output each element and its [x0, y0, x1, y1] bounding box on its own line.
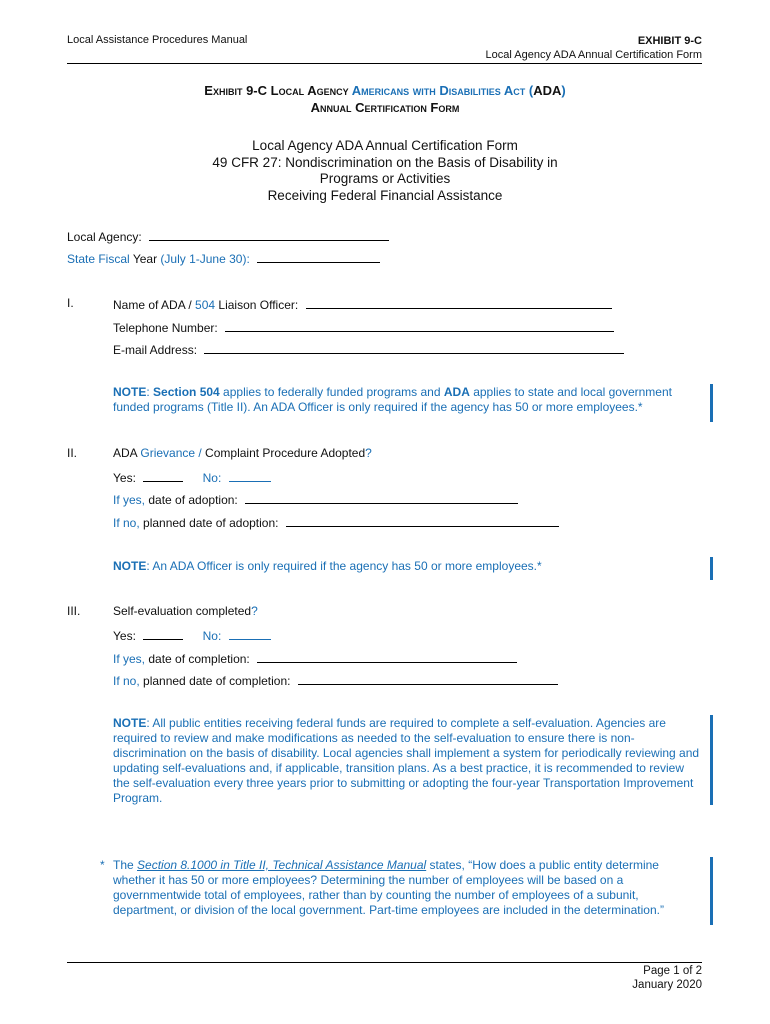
completion-label: date of completion: [145, 652, 250, 666]
liaison-officer-row [113, 296, 612, 312]
local-agency-row [67, 228, 389, 244]
adoption-label: date of adoption: [145, 493, 238, 507]
title-part3: ADA [533, 83, 562, 98]
form-subtitle [0, 138, 770, 204]
self-eval-yes-label: Yes: [113, 629, 136, 643]
footnote-text [113, 858, 703, 918]
revision-bar [710, 857, 713, 925]
liaison-label-a: Name of ADA / [113, 298, 196, 312]
title-line2: Annual Certification Form [310, 100, 460, 115]
section-1-note [113, 385, 703, 415]
note-label: NOTE [113, 385, 147, 399]
grievance-yes-no-row [113, 469, 271, 485]
planned-completion-row [113, 672, 558, 688]
subtitle-line4: Receiving Federal Financial Assistance [267, 187, 503, 203]
grievance-question [113, 446, 372, 460]
fiscal-year-label-c: (July 1-June 30): [160, 252, 250, 266]
footnote-a: The [113, 858, 138, 872]
exhibit-header [486, 34, 702, 62]
note-sep: : [146, 385, 154, 399]
section-1-number: I. [67, 296, 74, 310]
ifno-label: If no, [113, 674, 140, 688]
planned-completion-field[interactable] [298, 672, 558, 685]
section-3-note [113, 716, 703, 806]
liaison-label-b: 504 [195, 298, 216, 312]
planned-adoption-field[interactable] [286, 514, 559, 527]
email-label: E-mail Address: [113, 343, 198, 357]
grievance-yes-field[interactable] [143, 469, 183, 482]
fiscal-year-label-a: State Fiscal [67, 252, 130, 266]
note-text-a: applies to federally funded programs and [219, 385, 444, 399]
subtitle-line2: 49 CFR 27: Nondiscrimination on the Basis of Disability in [212, 154, 558, 170]
exhibit-number: EXHIBIT 9-C [637, 35, 702, 47]
email-field[interactable] [204, 341, 624, 354]
title-part2: Americans with Disabilities Act ( [351, 83, 534, 98]
tam-reference-link[interactable]: Section 8.1000 in Title II, Technical Assistance Manual [137, 858, 427, 872]
footnote-b: states, “How does a public entity determine whether it has 50 or more employees? Determining the number of employees will be based on a governmentwide total of employees, rather than by counting the number of employees of a subunit, department, or division of the local government. Part-time employees are included in the determination.” [113, 858, 664, 917]
section-3-number: III. [67, 604, 81, 618]
revision-bar [710, 715, 713, 805]
self-eval-yes-no-row [113, 627, 271, 643]
title-part1: Exhibit 9-C Local Agency [204, 83, 352, 98]
self-eval-b: ? [251, 604, 258, 618]
note-ada: ADA [443, 385, 470, 399]
title-part4: ) [561, 83, 566, 98]
note-504: Section 504 [153, 385, 220, 399]
grievance-no-field[interactable] [229, 469, 271, 482]
grievance-yes-label: Yes: [113, 471, 136, 485]
completion-date-row [113, 650, 517, 666]
liaison-label-c: Liaison Officer: [215, 298, 299, 312]
subtitle-line1: Local Agency ADA Annual Certification Form [252, 138, 518, 153]
self-eval-a: Self-evaluation completed [113, 604, 252, 618]
revision-bar [710, 557, 713, 580]
planned-adoption-row [113, 514, 559, 530]
section-2-number: II. [67, 446, 78, 460]
grievance-a: ADA [113, 446, 141, 460]
grievance-d: ? [365, 446, 372, 460]
header-divider [67, 63, 702, 64]
note-label: NOTE [113, 716, 147, 730]
fiscal-year-row [67, 250, 380, 266]
fiscal-year-label-b: Year [129, 252, 161, 266]
footer-divider [67, 962, 702, 963]
fiscal-year-field[interactable] [257, 250, 380, 263]
local-agency-label: Local Agency: [67, 230, 142, 244]
grievance-no-label: No: [202, 471, 222, 485]
grievance-c: Complaint Procedure Adopted [201, 446, 366, 460]
self-eval-question [113, 604, 258, 618]
adoption-date-field[interactable] [245, 491, 518, 504]
email-row [113, 341, 624, 357]
local-agency-field[interactable] [149, 228, 389, 241]
footer-date: January 2020 [632, 979, 702, 991]
footer [632, 964, 702, 992]
footnote-marker: * [100, 858, 105, 872]
page-title [0, 82, 770, 116]
section-2-note [113, 559, 703, 574]
note-text: : An ADA Officer is only required if the agency has 50 or more employees.* [146, 559, 542, 573]
telephone-field[interactable] [225, 319, 614, 332]
planned-completion-label: planned date of completion: [139, 674, 291, 688]
planned-adoption-label: planned date of adoption: [139, 516, 279, 530]
telephone-label: Telephone Number: [113, 321, 218, 335]
subtitle-line3: Programs or Activities [319, 171, 451, 186]
note-text-b: applies to state and local government funded programs (Title II). An ADA Officer is only required if the agency has 50 or more employees.* [113, 385, 672, 414]
self-eval-yes-field[interactable] [143, 627, 183, 640]
exhibit-subtitle: Local Agency ADA Annual Certification Form [485, 49, 702, 61]
note-text: : All public entities receiving federal funds are required to complete a self-evaluation. Agencies are required to review and make modifications as needed to the self-evaluation to ensure there is non-discrimination on the basis of disability. Local agencies shall implement a system for periodically reviewing and updating self-evaluations and, if applicable, transition plans. As a best practice, it is recommended to review the self-evaluation every three years prior to submitting or adopting the four-year Transportation Improvement Program. [113, 716, 700, 805]
telephone-row [113, 319, 614, 335]
page-number: Page 1 of 2 [643, 965, 702, 977]
completion-date-field[interactable] [257, 650, 517, 663]
ifyes-label: If yes, [113, 493, 146, 507]
ifyes-label: If yes, [113, 652, 146, 666]
ifno-label: If no, [113, 516, 140, 530]
revision-bar [710, 384, 713, 422]
note-label: NOTE [113, 559, 147, 573]
grievance-b: Grievance / [140, 446, 202, 460]
manual-title: Local Assistance Procedures Manual [67, 34, 248, 46]
self-eval-no-label: No: [202, 629, 222, 643]
adoption-date-row [113, 491, 518, 507]
liaison-officer-field[interactable] [306, 296, 612, 309]
self-eval-no-field[interactable] [229, 627, 271, 640]
